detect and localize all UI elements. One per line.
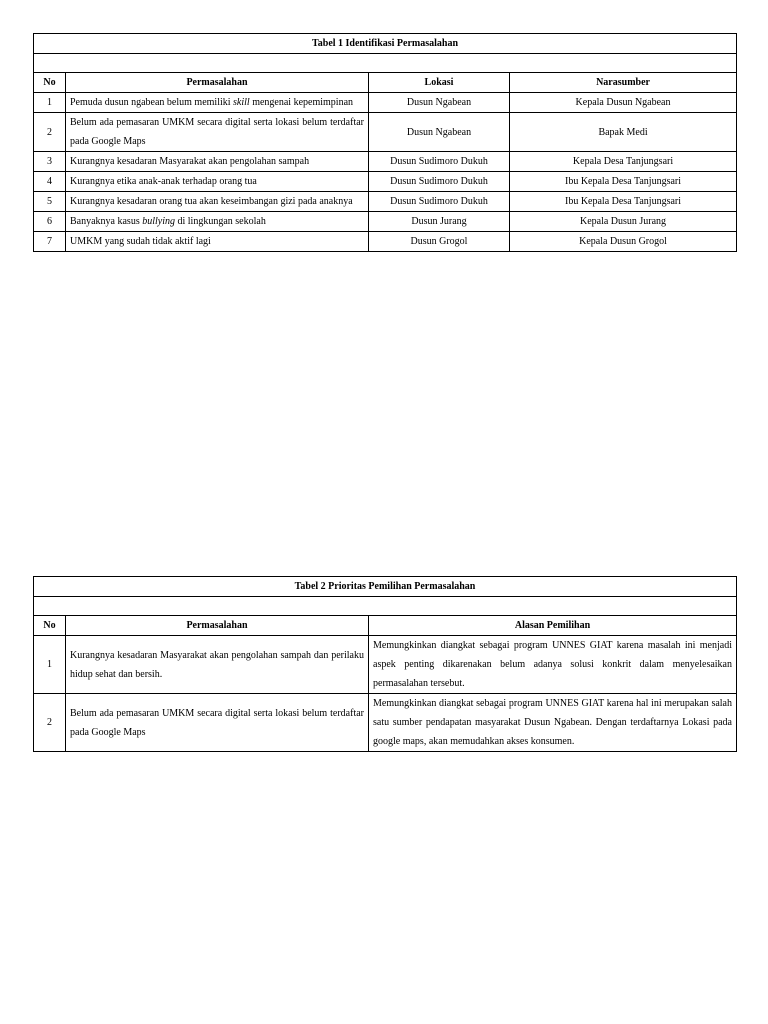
problem-text: Kurangnya etika anak-anak terhadap orang tua [70,176,257,187]
table1-cell-source: Bapak Medi [510,113,737,152]
table1-cell-no: 7 [34,232,66,252]
problem-emphasis: skill [233,97,250,108]
table2-header-reason: Alasan Pemilihan [369,616,737,636]
table1-cell-location: Dusun Ngabean [369,93,510,113]
table2-cell-reason: Memungkinkan diangkat sebagai program UNNES GIAT karena masalah ini menjadi aspek penting dikarenakan belum adanya solusi konkrit dalam menyelesaikan permasalahan tersebut. [369,636,737,694]
table2-row [34,636,737,694]
table1-cell-problem [66,152,369,172]
table1-cell-no: 3 [34,152,66,172]
table1-cell-source: Ibu Kepala Desa Tanjungsari [510,172,737,192]
table2-row [34,694,737,752]
table2-cell-no: 1 [34,636,66,694]
table1-cell-no: 6 [34,212,66,232]
problem-text: Kurangnya kesadaran orang tua akan keseimbangan gizi pada anaknya [70,196,353,207]
table1-header-problem: Permasalahan [66,73,369,93]
table1-header-source: Narasumber [510,73,737,93]
problem-text: Banyaknya kasus [70,216,143,227]
table1-header-row [34,73,737,93]
table1-header-no: No [34,73,66,93]
table1-cell-no: 4 [34,172,66,192]
table1-row [34,212,737,232]
table1-cell-problem [66,93,369,113]
table2-cell-problem: Kurangnya kesadaran Masyarakat akan pengolahan sampah dan perilaku hidup sehat dan bersih. [66,636,369,694]
table1-row [34,113,737,152]
problem-text: Belum ada pemasaran UMKM secara digital serta lokasi belum terdaftar pada Google Maps [70,117,364,147]
table1-cell-problem [66,113,369,152]
table1-cell-location: Dusun Jurang [369,212,510,232]
table2-title: Tabel 2 Prioritas Pemilihan Permasalahan [34,577,737,597]
table1-cell-location: Dusun Grogol [369,232,510,252]
table1-cell-problem [66,212,369,232]
table1-cell-location: Dusun Sudimoro Dukuh [369,192,510,212]
problem-text-tail: di lingkungan sekolah [175,216,266,227]
problem-priority-table [33,576,737,752]
problem-emphasis: bullying [142,216,175,227]
table1-cell-no: 2 [34,113,66,152]
table1-header-location: Lokasi [369,73,510,93]
table1-cell-source: Kepala Dusun Jurang [510,212,737,232]
table2-blank-row [34,597,737,616]
table1-cell-source: Kepala Dusun Ngabean [510,93,737,113]
table2-cell-problem: Belum ada pemasaran UMKM secara digital serta lokasi belum terdaftar pada Google Maps [66,694,369,752]
table1-row [34,93,737,113]
table1-cell-source: Kepala Dusun Grogol [510,232,737,252]
table2-header-no: No [34,616,66,636]
table1-cell-no: 5 [34,192,66,212]
table1-row [34,152,737,172]
table1-cell-location: Dusun Sudimoro Dukuh [369,152,510,172]
table1-cell-location: Dusun Ngabean [369,113,510,152]
table1-cell-source: Kepala Desa Tanjungsari [510,152,737,172]
table1-blank-row [34,54,737,73]
table1-cell-source: Ibu Kepala Desa Tanjungsari [510,192,737,212]
table1-cell-no: 1 [34,93,66,113]
table1-cell-location: Dusun Sudimoro Dukuh [369,172,510,192]
problem-text: UMKM yang sudah tidak aktif lagi [70,236,211,247]
table1-row [34,192,737,212]
table1-title: Tabel 1 Identifikasi Permasalahan [34,34,737,54]
problem-identification-table [33,33,737,252]
problem-text: Kurangnya kesadaran Masyarakat akan pengolahan sampah [70,156,310,167]
table1-row [34,172,737,192]
table1-cell-problem [66,232,369,252]
problem-text: Pemuda dusun ngabean belum memiliki [70,97,234,108]
table2-header-problem: Permasalahan [66,616,369,636]
table1-row [34,232,737,252]
table1-cell-problem [66,172,369,192]
table2-header-row [34,616,737,636]
table2-cell-no: 2 [34,694,66,752]
problem-text-tail: mengenai kepemimpinan [249,97,354,108]
table2-cell-reason: Memungkinkan diangkat sebagai program UNNES GIAT karena hal ini merupakan salah satu sumber pendapatan masyarakat Dusun Ngabean. Dengan terdaftarnya Lokasi pada google maps, akan memudahkan akses konsumen. [369,694,737,752]
table1-cell-problem [66,192,369,212]
